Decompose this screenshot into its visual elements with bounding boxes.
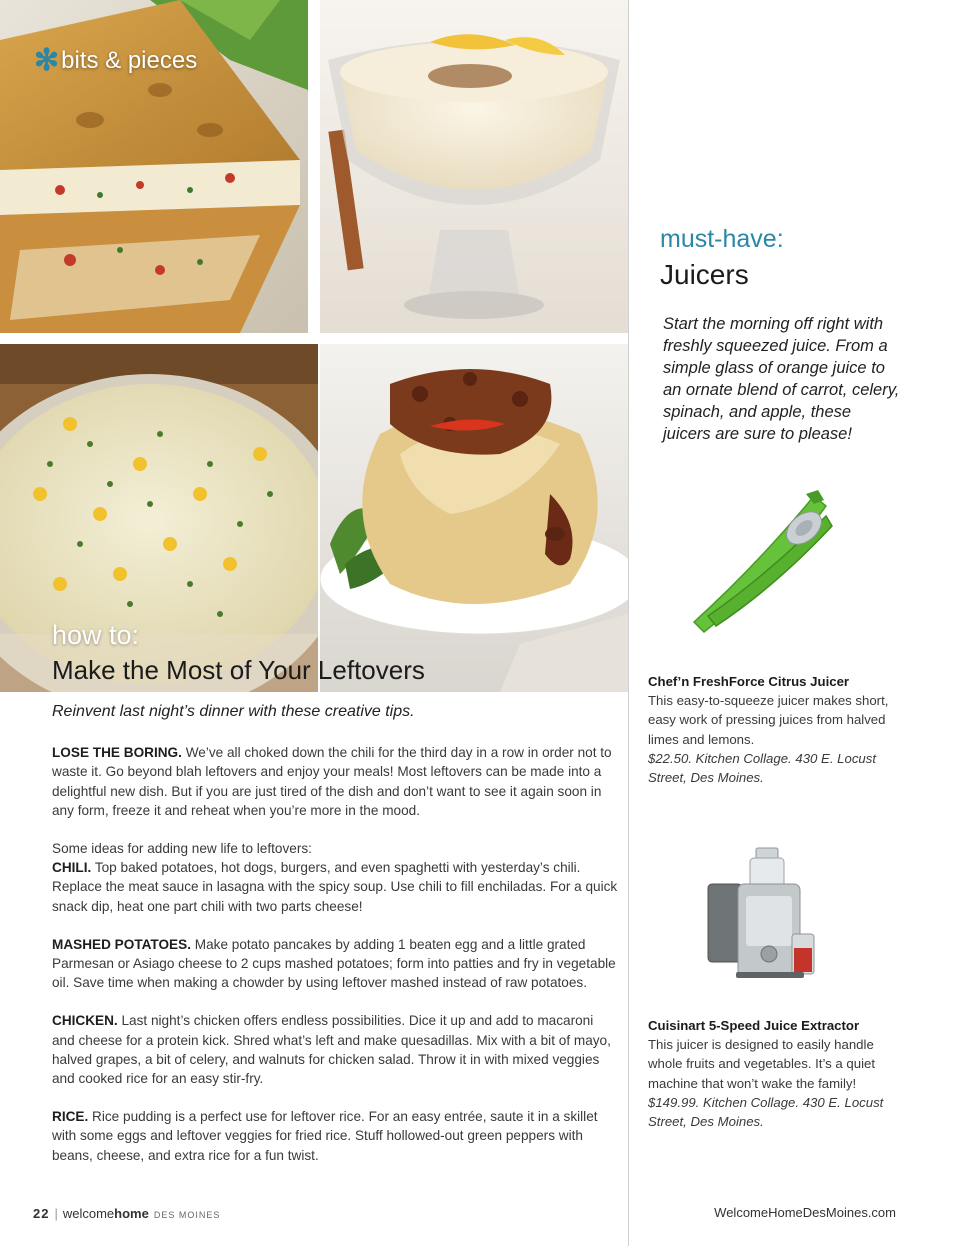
musthave-intro: Start the morning off right with freshly squeezed juice. From a simple glass of orange juice to an ornate blend of carrot, celery, spinach, and apple, these juicers are sure to please! <box>663 315 900 443</box>
article-lead: Reinvent last night’s dinner with these creative tips. <box>52 703 415 720</box>
column-divider <box>628 0 629 1246</box>
chili-baked-potato-photo <box>320 344 628 692</box>
footer-separator: | <box>54 1206 58 1221</box>
paragraph-heading: CHILI. <box>52 860 92 876</box>
article-body <box>52 702 618 1184</box>
citrus-juicer-icon <box>686 486 834 636</box>
product-name: Chef’n FreshForce Citrus Juicer <box>648 674 850 689</box>
musthave-title: Juicers <box>660 259 749 290</box>
article-paragraph <box>52 935 618 993</box>
product-description: This easy-to-squeeze juicer makes short, easy work of pressing juices from halved limes and lemons. <box>648 693 889 747</box>
article-paragraph <box>52 1011 618 1088</box>
howto-title: Make the Most of Your Leftovers <box>52 655 425 685</box>
product-description: This juicer is designed to easily handle whole fruits and vegetables. It’s a quiet machine that won’t wake the family! <box>648 1037 876 1091</box>
paragraph-text: Make potato pancakes by adding 1 beaten egg and a little grated Parmesan or Asiago cheese to 2 cups mashed potatoes; form into patties and fry in vegetable oil. Save time when making a chowder by using leftover mashed instead of raw potatoes. <box>52 936 616 991</box>
paragraph-heading: CHICKEN. <box>52 1013 118 1029</box>
musthave-kicker: must-have: <box>660 225 784 253</box>
paragraph-text: We’ve all choked down the chili for the third day in a row in order not to waste it. Go beyond blah leftovers and enjoy your meals! Most leftovers can be made into a delightful new dish. But if you are just tired of the dish and don’t want to see it again soon in any form, freeze it and reheat when you’re more in the mood. <box>52 745 612 818</box>
paragraph-heading: MASHED POTATOES. <box>52 936 191 952</box>
article-paragraph <box>52 858 618 916</box>
product-name: Cuisinart 5-Speed Juice Extractor <box>648 1018 860 1033</box>
brand-city: DES MOINES <box>153 1210 221 1220</box>
section-tag <box>34 46 197 76</box>
article-paragraph <box>52 1107 618 1165</box>
product-price: $22.50. Kitchen Collage. 430 E. Locust Street, Des Moines. <box>648 750 877 786</box>
section-tag-label: bits & pieces <box>61 47 198 74</box>
brand-welcome: welcome <box>62 1206 115 1221</box>
paragraph-text: Last night’s chicken offers endless possibilities. Dice it up and add to macaroni and cheese for a protein kick. Shred what’s left and make quesadillas. Mix with a bit of mayo, halved grapes, a bit of celery, and walnuts for chicken salad. Throw it in with mixed veggies and cooked rice for an easy stir-fry. <box>52 1013 611 1087</box>
corn-chowder-photo <box>0 344 318 692</box>
paragraph-heading: LOSE THE BORING. <box>52 745 182 761</box>
paragraph-text: Top baked potatoes, hot dogs, burgers, and even spaghetti with yesterday’s chili. Replace the meat sauce in lasagna with the spicy soup. Use chili to fill enchiladas. For a quick snack dip, heat one part chili with two parts cheese! <box>52 860 618 914</box>
article-intro-line: Some ideas for adding new life to leftovers: <box>52 841 312 857</box>
brand-home: home <box>114 1206 149 1221</box>
product-card <box>648 1016 896 1131</box>
howto-kicker: how to: <box>52 620 140 650</box>
article-paragraph <box>52 743 618 820</box>
page-number: 22 <box>33 1206 50 1221</box>
asterisk-icon: ✻ <box>34 44 60 77</box>
rice-pudding-photo <box>320 0 628 333</box>
juice-extractor-icon <box>700 844 826 982</box>
product-price: $149.99. Kitchen Collage. 430 E. Locust Street, Des Moines. <box>648 1094 884 1130</box>
product-card <box>648 672 896 787</box>
paragraph-heading: RICE. <box>52 1109 89 1125</box>
footer-folio <box>33 1206 220 1221</box>
paragraph-text: Rice pudding is a perfect use for leftover rice. For an easy entrée, saute it in a skillet with some eggs and leftover veggies for fried rice. Stuff hollowed-out green peppers with beans, cheese, and extra rice for a fun twist. <box>52 1109 598 1163</box>
footer-url: WelcomeHomeDesMoines.com <box>714 1205 896 1220</box>
